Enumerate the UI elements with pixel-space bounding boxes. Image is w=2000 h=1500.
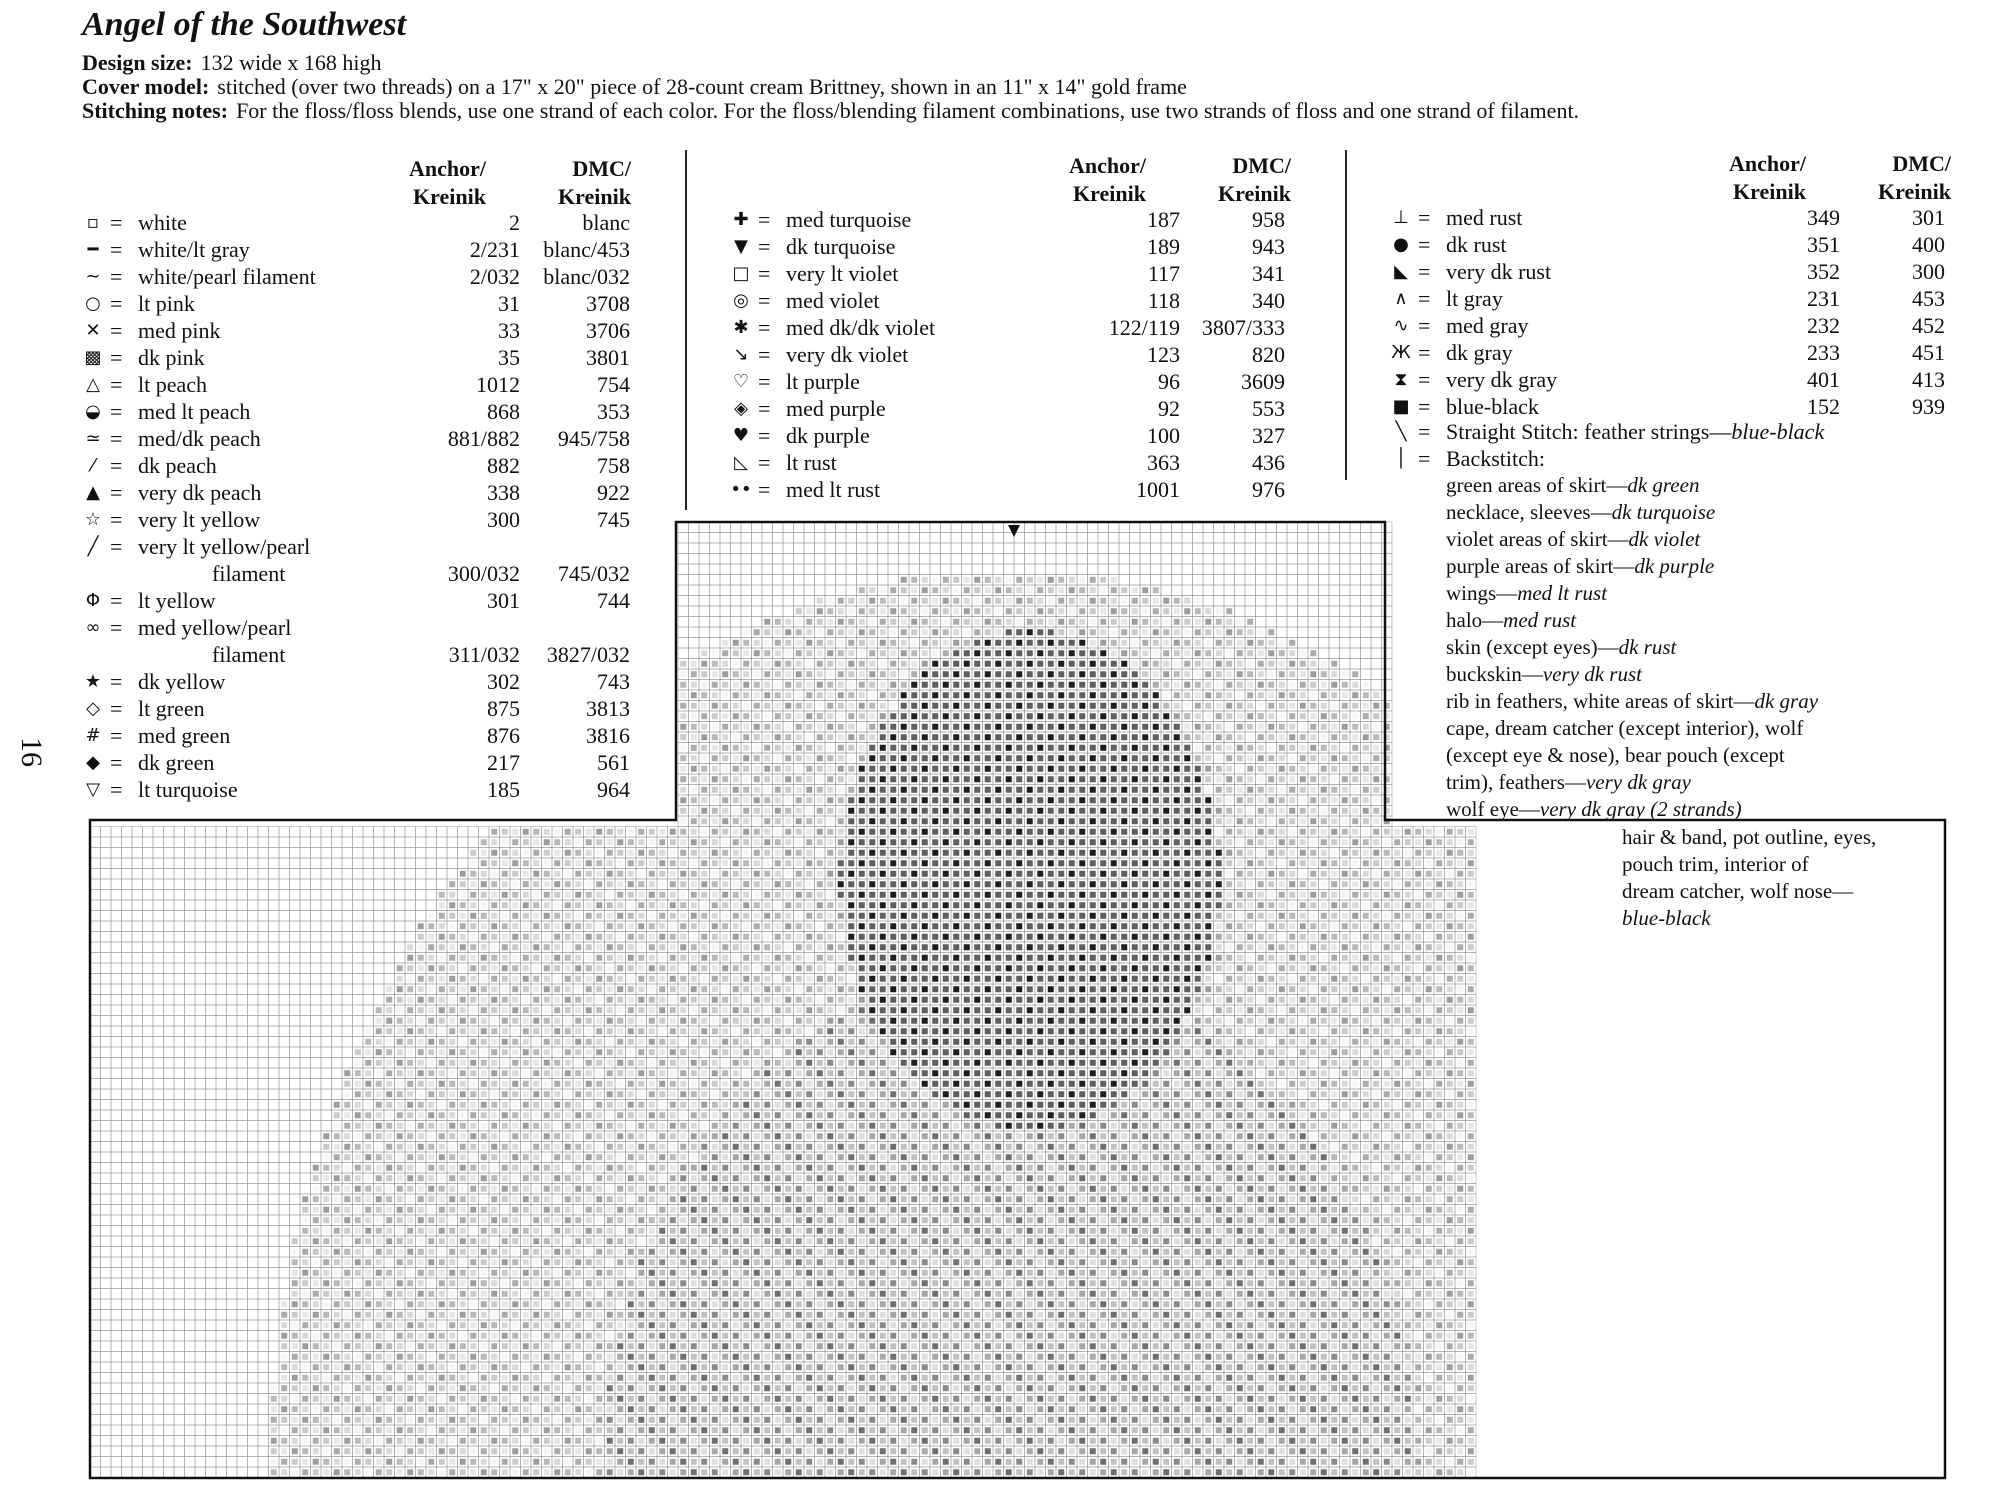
legend-row: ⧗ = very dk gray 401 413 — [1390, 366, 1950, 393]
center-marker-icon — [1008, 525, 1020, 537]
dmc-number: 745/032 — [557, 561, 630, 586]
stitch-symbol-icon: ∧ — [1394, 288, 1408, 309]
stitch-symbol-icon: □ — [732, 263, 750, 284]
dmc-header-3: DMC/ Kreinik — [1878, 151, 1951, 204]
anchor-number: 100 — [1147, 423, 1180, 448]
legend-row: ○ = lt pink 31 3708 — [82, 290, 642, 317]
anchor-number: 2/032 — [469, 264, 520, 289]
straight-stitch-row: ╲ = Straight Stitch: feather strings—blue-black — [1390, 418, 1950, 445]
anchor-header-3: Anchor/ Kreinik — [1729, 151, 1806, 204]
color-name: med violet — [786, 288, 880, 313]
anchor-number: 882 — [487, 453, 520, 478]
stitch-symbol-icon: ≃ — [85, 428, 101, 449]
dmc-number: 943 — [1252, 234, 1285, 259]
dmc-number: 400 — [1912, 232, 1945, 257]
backstitch-note: rib in feathers, white areas of skirt—dk gray — [1446, 689, 1819, 713]
anchor-number: 875 — [487, 696, 520, 721]
legend-row: △ = lt peach 1012 754 — [82, 371, 642, 398]
anchor-number: 2/231 — [469, 237, 520, 262]
color-name: dk turquoise — [786, 234, 896, 259]
legend-row: ✱ = med dk/dk violet 122/119 3807/333 — [730, 314, 1290, 341]
color-name: med/dk peach — [138, 426, 261, 451]
dmc-number: 945/758 — [557, 426, 630, 451]
dmc-number: 3813 — [586, 696, 630, 721]
anchor-number: 349 — [1807, 205, 1840, 230]
color-name: white/lt gray — [138, 237, 250, 262]
color-name: med lt rust — [786, 477, 881, 502]
anchor-number: 363 — [1147, 450, 1180, 475]
dmc-number: blanc — [582, 210, 630, 235]
stitch-symbol-icon: ○ — [85, 293, 101, 314]
legend-row: # = med green 876 3816 — [82, 722, 642, 749]
stitch-symbol-icon: ♥ — [732, 425, 750, 446]
color-name: very lt yellow/pearl — [138, 534, 311, 559]
dmc-number: 3708 — [586, 291, 630, 316]
color-name: med green — [138, 723, 231, 748]
color-name: med yellow/pearl — [138, 615, 292, 640]
dmc-number: 3827/032 — [546, 642, 630, 667]
stitch-symbol-icon: ★ — [84, 671, 102, 692]
anchor-number: 96 — [1158, 369, 1180, 394]
color-name: very dk gray — [1446, 367, 1558, 392]
color-name: dk peach — [138, 453, 217, 478]
legend-row: ∿ = med gray 232 452 — [1390, 312, 1950, 339]
legend-row: ~ = white/pearl filament 2/032 blanc/032 — [82, 263, 642, 290]
color-name: med rust — [1446, 205, 1523, 230]
stitch-symbol-icon: ▼ — [734, 236, 748, 257]
stitch-symbol-icon: ◎ — [733, 290, 749, 311]
dmc-header-1: DMC/ Kreinik — [558, 156, 631, 209]
stitch-symbol-icon: ∿ — [1393, 315, 1409, 336]
dmc-number: 353 — [597, 399, 630, 424]
anchor-number: 868 — [487, 399, 520, 424]
anchor-header-2: Anchor/ Kreinik — [1069, 153, 1146, 206]
stitch-symbol-icon: ▲ — [86, 482, 100, 503]
stitch-symbol-icon: # — [85, 725, 101, 746]
color-name: lt peach — [138, 372, 208, 397]
anchor-number: 301 — [487, 588, 520, 613]
backstitch-note: blue-black — [1622, 906, 1711, 930]
color-name: med dk/dk violet — [786, 315, 936, 340]
page-number: 16 — [15, 737, 48, 767]
backstitch-note: cape, dream catcher (except interior), wolf — [1446, 716, 1804, 740]
anchor-number: 92 — [1158, 396, 1180, 421]
anchor-number: 189 — [1147, 234, 1180, 259]
legend-row: ∞ = med yellow/pearl — [82, 614, 642, 641]
stitch-symbol-icon: ▩ — [84, 347, 102, 368]
anchor-number: 231 — [1807, 286, 1840, 311]
color-name: med pink — [138, 318, 221, 343]
stitch-symbol-icon: ✚ — [733, 209, 749, 230]
anchor-number: 876 — [487, 723, 520, 748]
color-name: dk pink — [138, 345, 205, 370]
color-name: dk purple — [786, 423, 870, 448]
backstitch-note: hair & band, pot outline, eyes, — [1622, 825, 1877, 849]
stitch-symbol-icon: Ж — [1391, 342, 1411, 363]
dmc-number: 452 — [1912, 313, 1945, 338]
legend-row: Ж = dk gray 233 451 — [1391, 340, 1945, 365]
legend-row: ◒ = med lt peach 868 353 — [82, 398, 642, 425]
color-name: very dk violet — [786, 342, 909, 367]
backstitch-note: green areas of skirt—dk green — [1446, 473, 1700, 497]
page-title: Angel of the Southwest — [82, 6, 407, 43]
backstitch-note: buckskin—very dk rust — [1446, 662, 1642, 686]
stitch-symbol-icon: ∞ — [85, 617, 101, 638]
dmc-number: blanc/032 — [543, 264, 630, 289]
legend-row: ✚ = med turquoise 187 958 — [730, 206, 1290, 233]
dmc-number: 958 — [1252, 207, 1285, 232]
dmc-number: 743 — [597, 669, 630, 694]
color-name: white — [138, 210, 187, 235]
stitch-symbol-icon: ↘ — [733, 344, 749, 365]
color-name: lt turquoise — [138, 777, 238, 802]
stitch-symbol-icon: ● — [1393, 234, 1409, 255]
anchor-number: 122/119 — [1108, 315, 1180, 340]
stitch-symbol-icon: •• — [730, 479, 752, 500]
anchor-header-1: Anchor/ Kreinik — [409, 156, 486, 209]
backstitch-note: dream catcher, wolf nose— — [1622, 879, 1854, 903]
dmc-number: 3801 — [586, 345, 630, 370]
stitch-symbol-icon: ▽ — [86, 779, 100, 800]
stitch-symbol-icon: ✕ — [85, 320, 101, 341]
color-name: lt pink — [138, 291, 195, 316]
stitch-symbol-icon: ♡ — [732, 371, 750, 392]
dmc-number: 3807/333 — [1201, 315, 1285, 340]
stitch-symbol-icon: ⁄ — [91, 455, 95, 476]
cover-model: Cover model: stitched (over two threads) on a 17" x 20" piece of 28-count cream Brittney, shown in an 11" x 14" gold frame — [82, 74, 1187, 99]
legend-row: ♡ = lt purple 96 3609 — [730, 368, 1290, 395]
color-name: dk green — [138, 750, 215, 775]
backstitch-note: skin (except eyes)—dk rust — [1446, 635, 1677, 659]
legend-row: ● = dk rust 351 400 — [1390, 231, 1950, 258]
legend-row: ▫ = white 2 blanc — [82, 209, 642, 236]
anchor-number: 881/882 — [447, 426, 520, 451]
dmc-number: 939 — [1912, 394, 1945, 419]
color-name: very lt violet — [786, 261, 899, 286]
backstitch-note: wolf eye—very dk gray (2 strands) — [1446, 797, 1742, 821]
color-name: filament — [212, 642, 286, 667]
anchor-number: 338 — [487, 480, 520, 505]
backstitch-note: necklace, sleeves—dk turquoise — [1446, 500, 1716, 524]
legend-row: •• = med lt rust 1001 976 — [730, 477, 1285, 502]
stitch-symbol-icon: Φ — [85, 590, 101, 611]
dmc-number: 922 — [597, 480, 630, 505]
backstitch-note: pouch trim, interior of — [1622, 852, 1809, 876]
legend-row: ╱ = very lt yellow/pearl — [82, 533, 642, 560]
color-name: lt purple — [786, 369, 860, 394]
stitch-symbol-icon: ◆ — [86, 752, 100, 773]
color-name: lt green — [138, 696, 205, 721]
backstitch-row: │ = Backstitch: — [1390, 445, 1690, 472]
legend-row: ◣ = very dk rust 352 300 — [1390, 258, 1950, 285]
legend-row: ⊥ = med rust 349 301 — [1390, 204, 1950, 231]
design-size: Design size: 132 wide x 168 high — [82, 50, 382, 75]
dmc-number: 341 — [1252, 261, 1285, 286]
stitch-symbol-icon: ⊥ — [1393, 207, 1409, 228]
anchor-number: 35 — [498, 345, 520, 370]
dmc-header-2: DMC/ Kreinik — [1218, 153, 1291, 206]
stitch-symbol-icon: ✱ — [733, 317, 749, 338]
color-name: dk yellow — [138, 669, 226, 694]
stitch-symbol-icon: ◈ — [734, 398, 748, 419]
color-name: very dk peach — [138, 480, 262, 505]
anchor-number: 117 — [1147, 261, 1180, 286]
legend-row: ≃ = med/dk peach 881/882 945/758 — [82, 425, 642, 452]
anchor-number: 185 — [487, 777, 520, 802]
backstitch-note: (except eye & nose), bear pouch (except — [1446, 743, 1785, 767]
stitch-symbol-icon: ◺ — [734, 452, 748, 473]
legend-row: ★ = dk yellow 302 743 — [82, 668, 642, 695]
legend-row: ◺ = lt rust 363 436 — [730, 449, 1290, 476]
dmc-number: 451 — [1912, 340, 1945, 365]
legend-row: ◆ = dk green 217 561 — [82, 749, 642, 776]
backstitch-note: halo—med rust — [1446, 608, 1577, 632]
anchor-number: 31 — [498, 291, 520, 316]
anchor-number: 152 — [1807, 394, 1840, 419]
anchor-number: 123 — [1147, 342, 1180, 367]
stitch-symbol-icon: ~ — [85, 266, 101, 287]
color-name: lt gray — [1446, 286, 1503, 311]
anchor-number: 401 — [1807, 367, 1840, 392]
anchor-number: 300 — [487, 507, 520, 532]
anchor-number: 33 — [498, 318, 520, 343]
color-name: very lt yellow — [138, 507, 261, 532]
dmc-number: 300 — [1912, 259, 1945, 284]
legend-row: ◇ = lt green 875 3813 — [82, 695, 642, 722]
chart-grid — [90, 522, 1476, 1478]
backstitch-note: violet areas of skirt—dk violet — [1446, 527, 1701, 551]
legend-row: ▼ = dk turquoise 189 943 — [730, 233, 1290, 260]
stitch-symbol-icon: ▫ — [86, 212, 100, 233]
dmc-number: 745 — [597, 507, 630, 532]
backstitch-note: wings—med lt rust — [1446, 581, 1608, 605]
dmc-number: 301 — [1912, 205, 1945, 230]
dmc-number: 340 — [1252, 288, 1285, 313]
dmc-number: 553 — [1252, 396, 1285, 421]
anchor-number: 187 — [1147, 207, 1180, 232]
anchor-number: 232 — [1807, 313, 1840, 338]
dmc-number: 561 — [597, 750, 630, 775]
anchor-number: 300/032 — [447, 561, 520, 586]
anchor-number: 118 — [1147, 288, 1180, 313]
stitch-symbol-icon: ⧗ — [1394, 369, 1408, 390]
dmc-number: 820 — [1252, 342, 1285, 367]
color-name: filament — [212, 561, 286, 586]
legend-row: ☆ = very lt yellow 300 745 — [82, 506, 642, 533]
dmc-number: 3816 — [586, 723, 630, 748]
legend-row: ✕ = med pink 33 3706 — [82, 317, 642, 344]
stitching-notes: Stitching notes: For the floss/floss blends, use one strand of each color. For the floss/blending filament combinations, use two strands of floss and one strand of filament. — [82, 98, 1580, 123]
color-name: med purple — [786, 396, 886, 421]
legend-row: ◎ = med violet 118 340 — [730, 287, 1290, 314]
backstitch-note: purple areas of skirt—dk purple — [1446, 554, 1715, 578]
color-name: lt rust — [786, 450, 837, 475]
dmc-number: 436 — [1252, 450, 1285, 475]
legend-row: ◈ = med purple 92 553 — [730, 395, 1290, 422]
color-name: white/pearl filament — [138, 264, 316, 289]
backstitch-icon: │ — [1395, 448, 1407, 469]
legend-row: ♥ = dk purple 100 327 — [730, 422, 1290, 449]
anchor-number: 1012 — [476, 372, 520, 397]
stitch-symbol-icon: ■ — [1392, 396, 1410, 417]
legend-row: ▲ = very dk peach 338 922 — [82, 479, 642, 506]
anchor-number: 233 — [1807, 340, 1840, 365]
backstitch-note: trim), feathers—very dk gray — [1446, 770, 1691, 794]
dmc-number: 453 — [1912, 286, 1945, 311]
dmc-number: 3706 — [586, 318, 630, 343]
anchor-number: 302 — [487, 669, 520, 694]
anchor-number: 352 — [1807, 259, 1840, 284]
legend-row: ▩ = dk pink 35 3801 — [82, 344, 642, 371]
dmc-number: 754 — [597, 372, 630, 397]
straight-stitch-icon: ╲ — [1395, 421, 1407, 442]
color-name: very dk rust — [1446, 259, 1552, 284]
legend-row: ↘ = very dk violet 123 820 — [730, 341, 1290, 368]
dmc-number: 744 — [597, 588, 630, 613]
stitch-symbol-icon: ◇ — [86, 698, 100, 719]
legend-row: □ = very lt violet 117 341 — [730, 260, 1290, 287]
legend-row: ⁄ = dk peach 882 758 — [82, 452, 642, 479]
dmc-number: 413 — [1912, 367, 1945, 392]
dmc-number: 976 — [1252, 477, 1285, 502]
stitch-symbol-icon: ╱ — [87, 536, 99, 557]
dmc-number: blanc/453 — [543, 237, 630, 262]
anchor-number: 217 — [487, 750, 520, 775]
color-name: dk rust — [1446, 232, 1507, 257]
legend-row: ■ = blue-black 152 939 — [1390, 393, 1950, 420]
dmc-number: 327 — [1252, 423, 1285, 448]
anchor-number: 351 — [1807, 232, 1840, 257]
stitch-symbol-icon: ◣ — [1394, 261, 1408, 282]
color-name: dk gray — [1446, 340, 1513, 365]
stitch-symbol-icon: ◒ — [85, 401, 101, 422]
legend-row: Φ = lt yellow 301 744 — [82, 587, 642, 614]
stitch-symbol-icon: △ — [86, 374, 100, 395]
anchor-number: 2 — [509, 210, 520, 235]
color-name: blue-black — [1446, 394, 1539, 419]
legend-row: ━ = white/lt gray 2/231 blanc/453 — [82, 236, 642, 263]
stitch-symbol-icon: ☆ — [84, 509, 102, 530]
anchor-number: 311/032 — [448, 642, 520, 667]
legend-row: ∧ = lt gray 231 453 — [1390, 285, 1950, 312]
legend-row: ▽ = lt turquoise 185 964 — [82, 776, 642, 803]
dmc-number: 964 — [597, 777, 630, 802]
color-name: lt yellow — [138, 588, 216, 613]
color-name: med lt peach — [138, 399, 251, 424]
color-name: med gray — [1446, 313, 1529, 338]
dmc-number: 3609 — [1241, 369, 1285, 394]
stitch-symbol-icon: ━ — [87, 239, 99, 260]
anchor-number: 1001 — [1136, 477, 1180, 502]
color-name: med turquoise — [786, 207, 912, 232]
dmc-number: 758 — [597, 453, 630, 478]
